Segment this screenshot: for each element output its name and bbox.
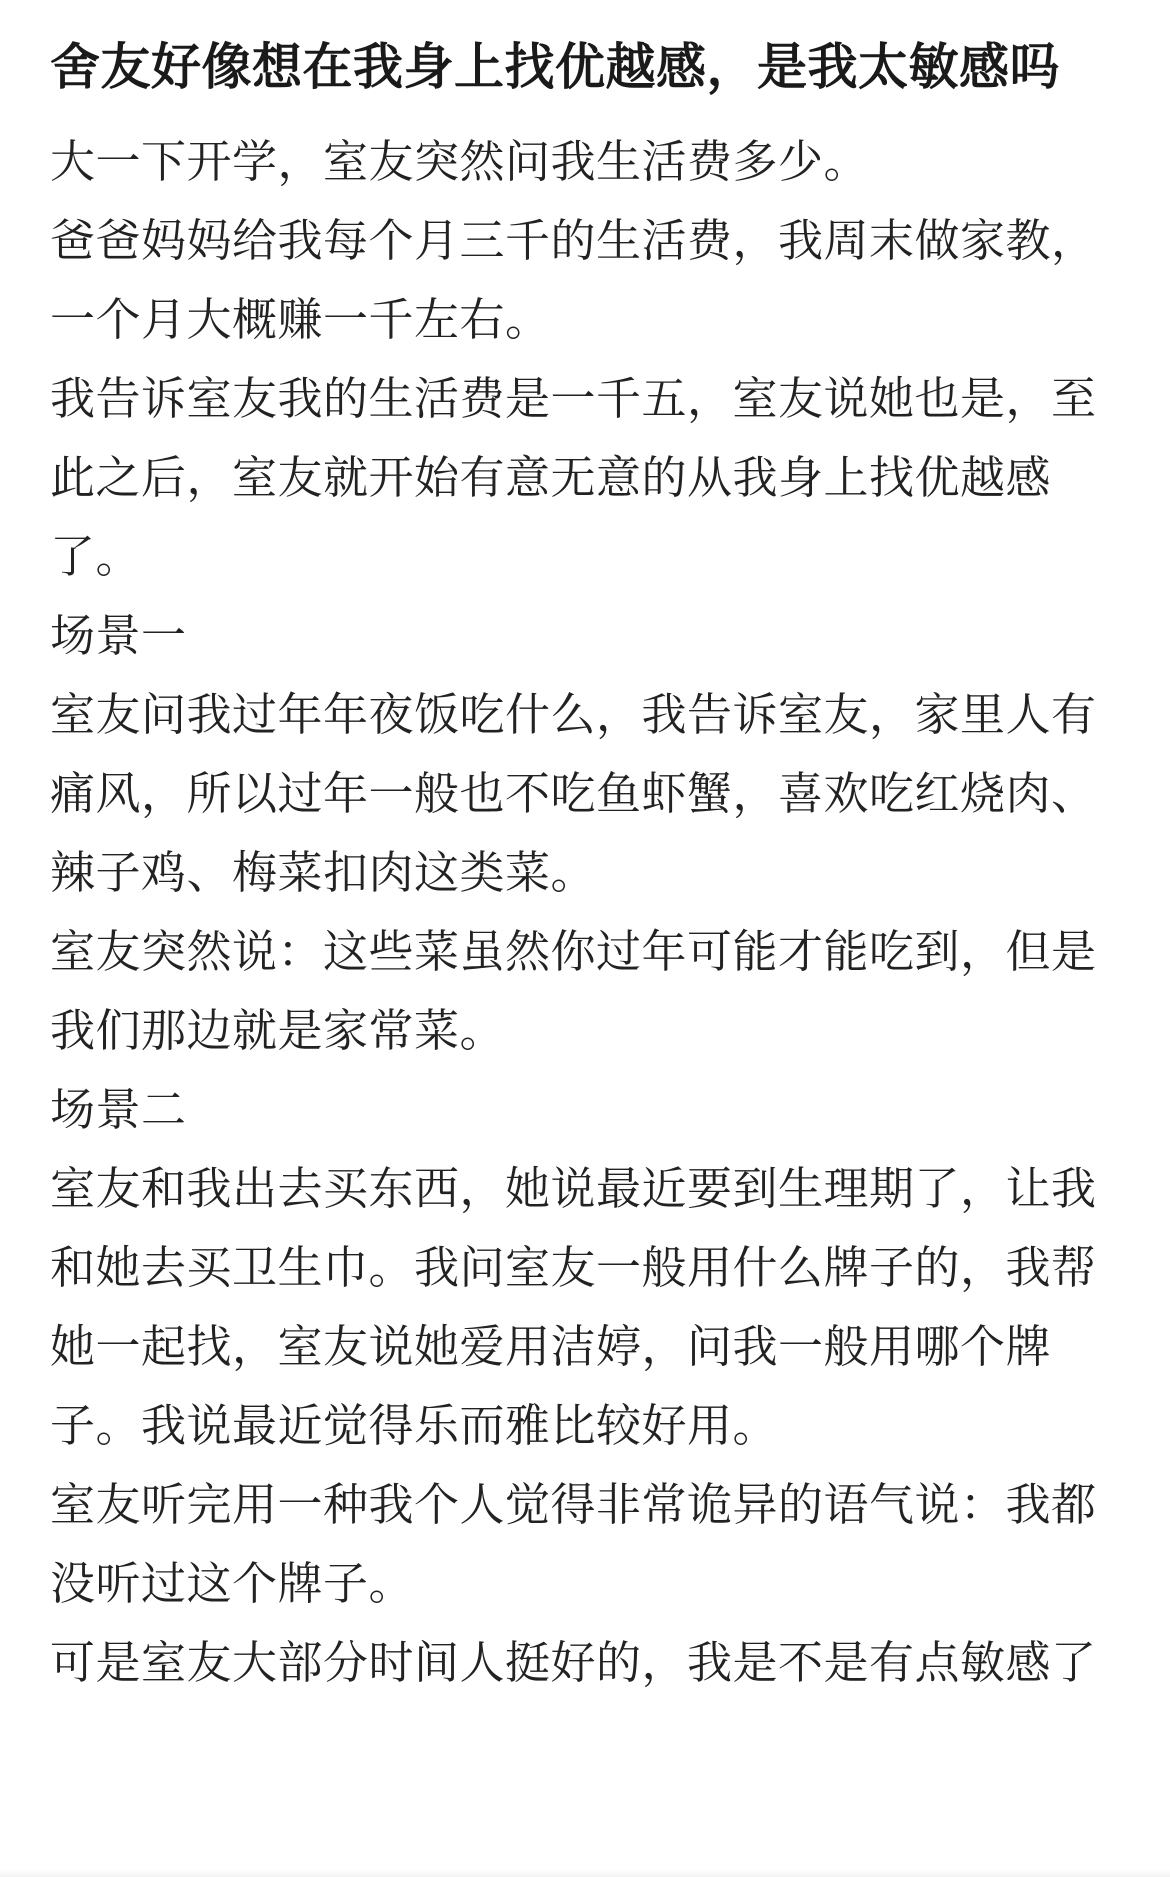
bottom-divider — [0, 1869, 1170, 1877]
paragraph-told-roommate: 我告诉室友我的生活费是一千五，室友说她也是，至此之后，室友就开始有意无意的从我身上找优越感了。 — [50, 372, 1097, 583]
post-body — [50, 122, 1120, 1702]
post-title: 舍友好像想在我身上找优越感，是我太敏感吗 — [50, 38, 1060, 96]
paragraph-closing-question: 可是室友大部分时间人挺好的，我是不是有点敏感了 — [50, 1636, 1097, 1689]
paragraph-roommate-reply-dishes: 室友突然说：这些菜虽然你过年可能才能吃到，但是我们那边就是家常菜。 — [50, 925, 1097, 1057]
paragraph-intro: 大一下开学，室友突然问我生活费多少。 — [50, 135, 870, 188]
paragraph-roommate-reply-brand: 室友听完用一种我个人觉得非常诡异的语气说：我都没听过这个牌子。 — [50, 1478, 1097, 1610]
section-heading-scene-two: 场景二 — [50, 1083, 187, 1136]
paragraph-allowance: 爸爸妈妈给我每个月三千的生活费，我周末做家教，一个月大概赚一千左右。 — [50, 214, 1097, 346]
section-heading-scene-one: 场景一 — [50, 609, 187, 662]
paragraph-shopping: 室友和我出去买东西，她说最近要到生理期了，让我和她去买卫生巾。我问室友一般用什么牌子的，我帮她一起找，室友说她爱用洁婷，问我一般用哪个牌子。我说最近觉得乐而雅比较好用。 — [50, 1162, 1097, 1452]
paragraph-new-year-dinner: 室友问我过年年夜饭吃什么，我告诉室友，家里人有痛风，所以过年一般也不吃鱼虾蟹，喜欢吃红烧肉、辣子鸡、梅菜扣肉这类菜。 — [50, 688, 1097, 899]
